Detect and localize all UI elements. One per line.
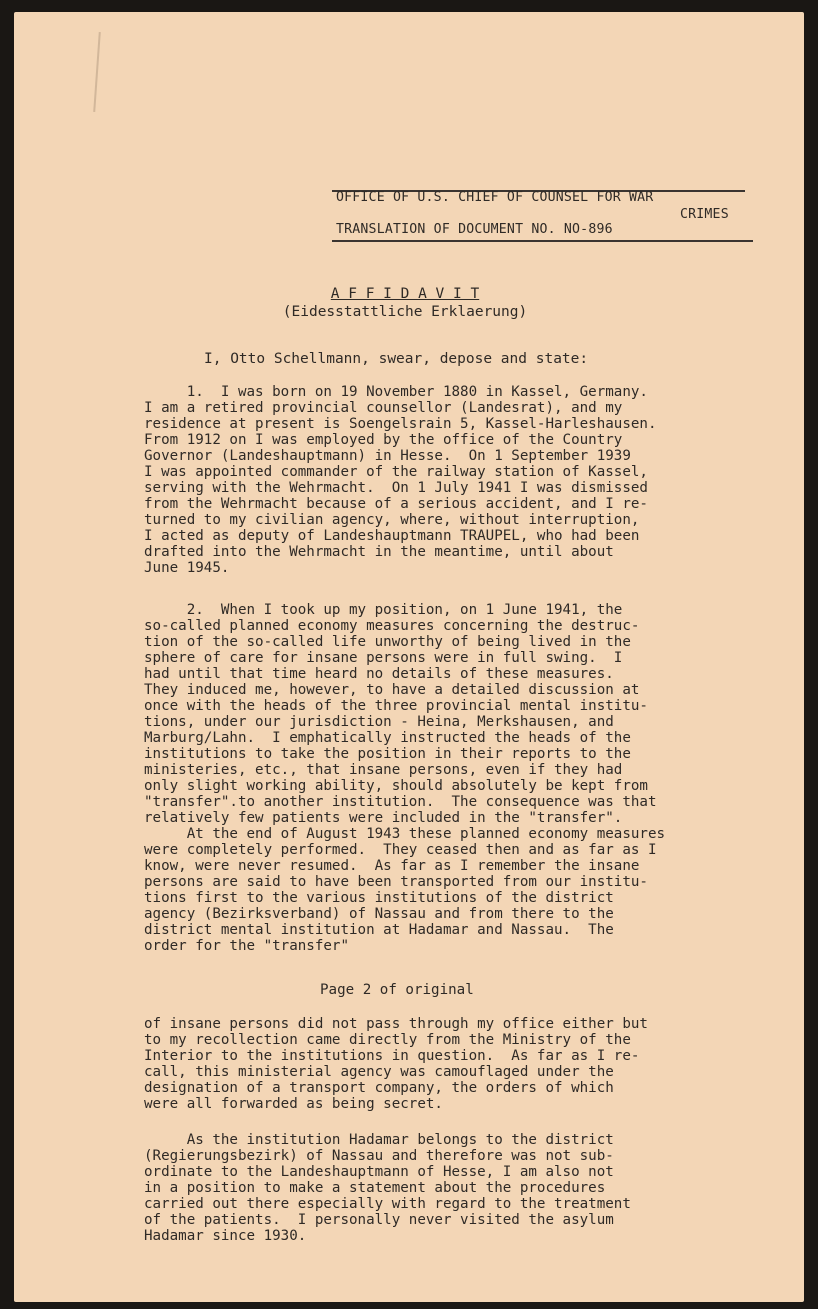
text-line: know, were never resumed. As far as I remember the insane [144, 858, 640, 874]
text-line: from the Wehrmacht because of a serious accident, and I re- [144, 496, 648, 512]
text-line: institutions to take the position in their reports to the [144, 746, 631, 762]
text-line: so-called planned economy measures concerning the destruc- [144, 618, 640, 634]
text-line: June 1945. [144, 560, 230, 576]
text-line: Governor (Landeshauptmann) in Hesse. On 1 September 1939 [144, 448, 631, 464]
text-line: "transfer".to another institution. The consequence was that [144, 794, 657, 810]
affidavit-title: A F F I D A V I T [330, 286, 480, 302]
text-line: ordinate to the Landeshauptmann of Hesse, I am also not [144, 1164, 614, 1180]
text-line: were all forwarded as being secret. [144, 1096, 443, 1112]
text-line: of the patients. I personally never visited the asylum [144, 1212, 614, 1228]
text-line: At the end of August 1943 these planned economy measures [144, 826, 666, 842]
text-line: order for the "transfer" [144, 938, 349, 954]
text-line: I am a retired provincial counsellor (Landesrat), and my [144, 400, 623, 416]
intro-statement: I, Otto Schellmann, swear, depose and state: [204, 351, 589, 367]
text-line: were completely performed. They ceased then and as far as I [144, 842, 657, 858]
text-line: persons are said to have been transported from our institu- [144, 874, 648, 890]
text-line: ministeries, etc., that insane persons, even if they had [144, 762, 623, 778]
office-line-1: OFFICE OF U.S. CHIEF OF COUNSEL FOR WAR [336, 190, 654, 205]
affidavit-subtitle: (Eidesstattliche Erklaerung) [282, 304, 528, 320]
text-line: tion of the so-called life unworthy of being lived in the [144, 634, 631, 650]
text-line: Marburg/Lahn. I emphatically instructed the heads of the [144, 730, 631, 746]
text-line: 1. I was born on 19 November 1880 in Kassel, Germany. [144, 384, 648, 400]
office-line-2: CRIMES [680, 207, 729, 222]
text-line: of insane persons did not pass through my office either but [144, 1016, 648, 1032]
paper-crease [93, 32, 101, 112]
text-line: drafted into the Wehrmacht in the meantime, until about [144, 544, 614, 560]
text-line: I was appointed commander of the railway station of Kassel, [144, 464, 648, 480]
text-line: Interior to the institutions in question. As far as I re- [144, 1048, 640, 1064]
text-line: serving with the Wehrmacht. On 1 July 1941 I was dismissed [144, 480, 648, 496]
text-line: district mental institution at Hadamar and Nassau. The [144, 922, 614, 938]
text-line: residence at present is Soengelsrain 5, Kassel-Harleshausen. [144, 416, 657, 432]
text-line: once with the heads of the three provincial mental institu- [144, 698, 648, 714]
text-line: only slight working ability, should absolutely be kept from [144, 778, 648, 794]
text-line: call, this ministerial agency was camouflaged under the [144, 1064, 614, 1080]
text-line: Hadamar since 1930. [144, 1228, 307, 1244]
text-line: tions first to the various institutions of the district [144, 890, 614, 906]
document-page [14, 12, 804, 1302]
text-line: designation of a transport company, the orders of which [144, 1080, 614, 1096]
text-line: From 1912 on I was employed by the office of the Country [144, 432, 623, 448]
text-line: sphere of care for insane persons were in full swing. I [144, 650, 623, 666]
text-line: (Regierungsbezirk) of Nassau and therefore was not sub- [144, 1148, 614, 1164]
text-line: carried out there especially with regard to the treatment [144, 1196, 631, 1212]
text-line: As the institution Hadamar belongs to the district [144, 1132, 614, 1148]
text-line: agency (Bezirksverband) of Nassau and from there to the [144, 906, 614, 922]
header-bottom-rule [332, 240, 753, 242]
text-line: I acted as deputy of Landeshauptmann TRAUPEL, who had been [144, 528, 640, 544]
text-line: to my recollection came directly from the Ministry of the [144, 1032, 631, 1048]
text-line: turned to my civilian agency, where, without interruption, [144, 512, 640, 528]
text-line: They induced me, however, to have a detailed discussion at [144, 682, 640, 698]
text-line: had until that time heard no details of these measures. [144, 666, 614, 682]
page-marker: Page 2 of original [320, 982, 474, 998]
text-line: in a position to make a statement about the procedures [144, 1180, 606, 1196]
translation-line: TRANSLATION OF DOCUMENT NO. NO-896 [336, 222, 613, 237]
text-line: tions, under our jurisdiction - Heina, Merkshausen, and [144, 714, 614, 730]
text-line: 2. When I took up my position, on 1 June 1941, the [144, 602, 623, 618]
text-line: relatively few patients were included in the "transfer". [144, 810, 623, 826]
